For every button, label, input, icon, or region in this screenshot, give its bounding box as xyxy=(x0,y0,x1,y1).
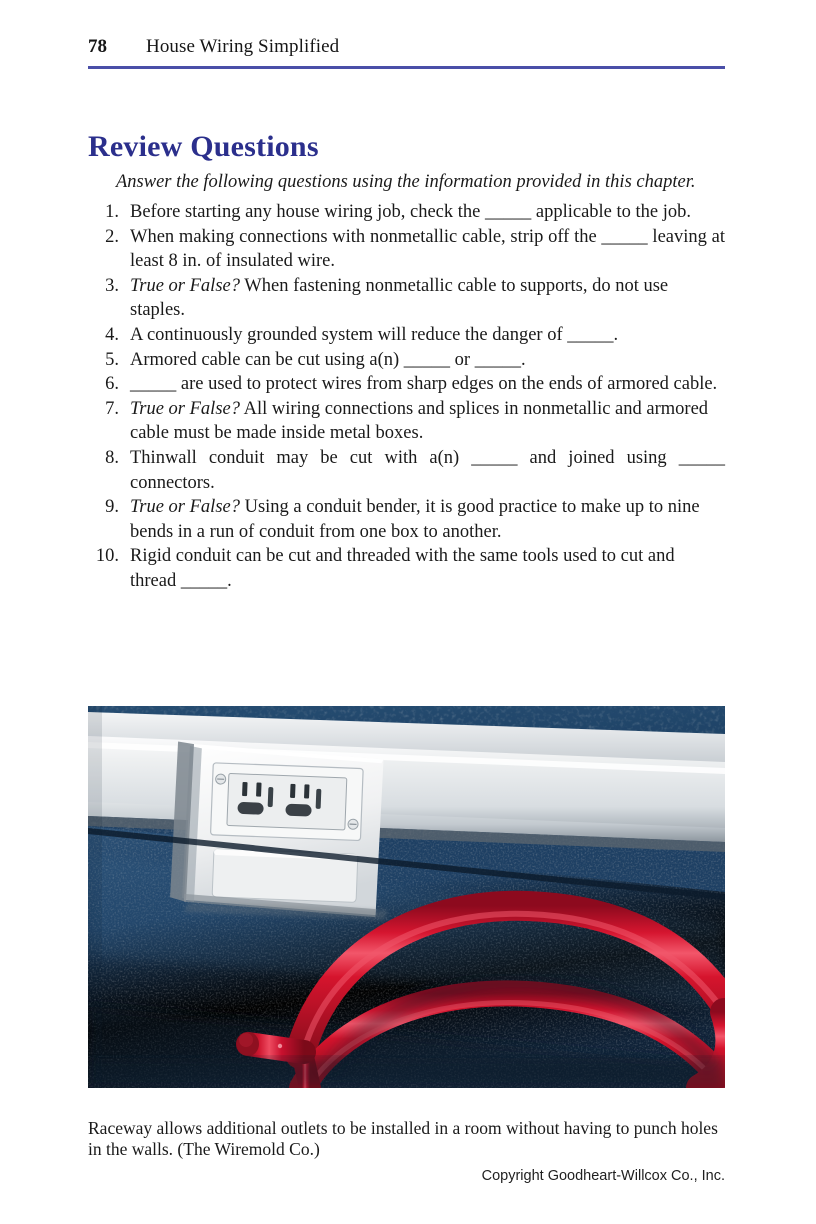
instructions-paragraph: Answer the following questions using the information provided in this chapter. xyxy=(116,171,696,192)
question-item xyxy=(88,200,725,225)
page-title: Review Questions xyxy=(88,130,319,164)
question-number: 8. xyxy=(105,447,119,468)
question-item xyxy=(88,397,725,446)
question-text: Armored cable can be cut using a(n) _____ or _____. xyxy=(130,349,526,370)
question-text: When fastening nonmetallic cable to supports, do not use staples. xyxy=(130,275,669,321)
question-number: 9. xyxy=(105,497,119,518)
question-number: 3. xyxy=(105,275,119,296)
true-false-prefix: True or False? xyxy=(130,398,240,419)
question-item xyxy=(88,225,725,274)
question-text: _____ are used to protect wires from sharp edges on the ends of armored cable. xyxy=(130,374,718,395)
copyright-line: Copyright Goodheart-Willcox Co., Inc. xyxy=(481,1168,725,1184)
question-number: 5. xyxy=(105,349,119,370)
question-item xyxy=(88,372,725,397)
question-item xyxy=(88,544,725,593)
question-item xyxy=(88,446,725,495)
true-false-prefix: True or False? xyxy=(130,275,240,296)
question-number: 7. xyxy=(105,398,119,419)
question-item xyxy=(88,274,725,323)
question-number: 4. xyxy=(105,324,119,345)
figure-photograph xyxy=(88,706,725,1088)
question-text: All wiring connections and splices in nonmetallic and armored cable must be made inside metal boxes. xyxy=(130,398,709,444)
question-text: Using a conduit bender, it is good practice to make up to nine bends in a run of conduit from one box to another. xyxy=(130,497,700,542)
question-text: A continuously grounded system will reduce the danger of _____. xyxy=(130,324,619,345)
true-false-prefix: True or False? xyxy=(130,497,240,518)
book-title: House Wiring Simplified xyxy=(146,36,340,57)
question-number: 6. xyxy=(105,374,119,395)
question-text: Thinwall conduit may be cut with a(n) _____ and joined using _____ connectors. xyxy=(130,447,725,493)
question-number: 2. xyxy=(105,226,119,247)
raceway-outlet-photo xyxy=(88,706,725,1088)
question-text: Rigid conduit can be cut and threaded with the same tools used to cut and thread _____. xyxy=(130,546,675,591)
question-item xyxy=(88,348,725,373)
question-text: When making connections with nonmetallic cable, strip off the _____ leaving at least 8 in. of insulated wire. xyxy=(130,226,725,272)
running-head xyxy=(88,36,725,58)
figure-caption: Raceway allows additional outlets to be installed in a room without having to punch holes in the walls. (The Wiremold Co.) xyxy=(88,1117,718,1159)
question-item xyxy=(88,323,725,348)
question-number: 1. xyxy=(105,202,119,222)
review-questions-list xyxy=(88,200,725,594)
question-text: Before starting any house wiring job, check the _____ applicable to the job. xyxy=(130,202,692,222)
question-item xyxy=(88,495,725,544)
question-number: 10. xyxy=(95,546,119,567)
page-number: 78 xyxy=(88,36,107,57)
header-rule xyxy=(88,66,725,69)
